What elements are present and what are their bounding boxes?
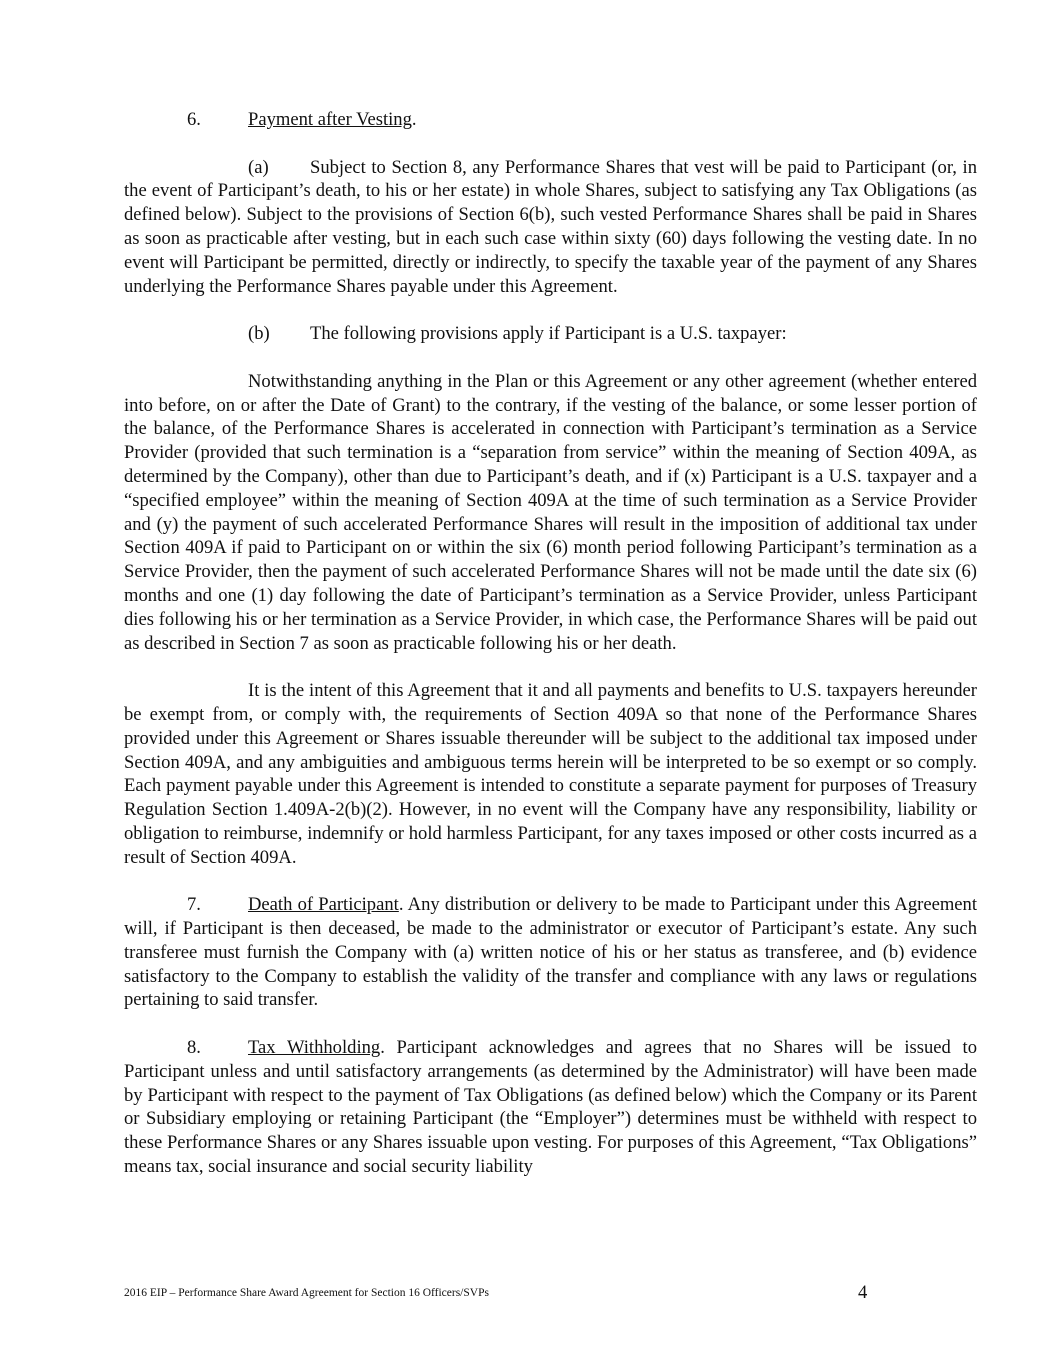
spacer [124,870,977,894]
document-body [124,108,977,1179]
intent-paragraph: It is the intent of this Agreement that it and all payments and benefits to U.S. taxpayers hereunder be exempt from, or comply with, the requirements of Section 409A so that none of the Performance Shares provided under this Agreement or Shares issuable thereunder will be subject to the additional tax imposed under Section 409A, and any ambiguities and ambiguous terms herein will be interpreted to be so exempt or so comply. Each payment payable under this Agreement is intended to constitute a separate payment for purposes of Treasury Regulation Section 1.409A-2(b)(2). However, in no event will the Company have any responsibility, liability or obligation to reimburse, indemnify or hold harmless Participant, for any taxes imposed or other costs incurred as a result of Section 409A. [124,680,977,868]
page-footer: 2016 EIP – Performance Share Award Agreement for Section 16 Officers/SVPs [124,1287,489,1299]
section-6a-paragraph [124,156,977,299]
paragraph-text: . Participant acknowledges and agrees that no Shares will be issued to Participant unless and until satisfactory arrangements (as determined by the Administrator) will have been made by Participant with respect to the payment of Tax Obligations (as defined below) which the Company or its Parent or Subsidiary employing or retaining Participant (the “Employer”) determines must be withheld with respect to these Performance Shares or any Shares issuable upon vesting. For purposes of this Agreement, “Tax Obligations” means tax, social insurance and social security liability [124,1037,977,1178]
heading-punctuation: . [411,109,417,130]
section-number: 6. [187,109,201,130]
section-6-heading [124,108,977,132]
section-title: Death of Participant [248,894,399,916]
section-title: Payment after Vesting [248,109,412,130]
subsection-label: (a) [248,156,269,178]
section-title: Tax Withholding [248,1037,381,1059]
section-number: 7. [187,894,201,916]
section-7-paragraph [124,893,977,1012]
section-8-paragraph [124,1036,977,1179]
spacer [124,1012,977,1036]
page-number: 4 [858,1282,868,1303]
spacer [124,298,977,322]
paragraph-text: The following provisions apply if Participant is a U.S. taxpayer: [310,323,787,345]
notwithstanding-paragraph: Notwithstanding anything in the Plan or this Agreement or any other agreement (whether entered into before, on or after the Date of Grant) to the contrary, if the vesting of the balance, or some lesser portion of the balance, of the Performance Shares is accelerated in connection with Participant’s termination as a Service Provider (provided that such termination is a “separation from service” within the meaning of Section 409A, as determined by the Company), other than due to Participant’s death, and if (x) Participant is a U.S. taxpayer and a “specified employee” within the meaning of Section 409A at the time of such termination as a Service Provider and (y) the payment of such accelerated Performance Shares will result in the imposition of additional tax under Section 409A if paid to Participant on or within the six (6) month period following Participant’s termination as a Service Provider, then the payment of such accelerated Performance Shares will not be made until the date six (6) months and one (1) day following the date of Participant’s termination as a Service Provider, unless Participant dies following his or her termination as a Service Provider, in which case, the Performance Shares will be paid out as described in Section 7 as soon as practicable following his or her death. [124,370,977,654]
spacer [124,346,977,370]
paragraph-text: Subject to Section 8, any Performance Shares that vest will be paid to Participant (or, in the event of Participant’s death, to his or her estate) in whole Shares, subject to satisfying any Tax Obligations (as defined below). Subject to the provisions of Section 6(b), such vested Performance Shares shall be paid in Shares as soon as practicable after vesting, but in each such case within sixty (60) days following the vesting date. In no event will Participant be permitted, directly or indirectly, to specify the taxable year of the payment of any Shares underlying the Performance Shares payable under this Agreement. [124,156,977,297]
section-6b-paragraph [124,322,977,346]
section-number: 8. [187,1037,201,1059]
paragraph-text: . Any distribution or delivery to be made to Participant under this Agreement will, if Participant is then deceased, be made to the administrator or executor of Participant’s estate. Any such transferee must furnish the Company with (a) written notice of his or her status as transferee, and (b) evidence satisfactory to the Company to establish the validity of the transfer and compliance with any laws or regulations pertaining to said transfer. [124,894,978,1011]
spacer [124,132,977,156]
spacer [124,655,977,679]
subsection-label: (b) [248,323,270,345]
